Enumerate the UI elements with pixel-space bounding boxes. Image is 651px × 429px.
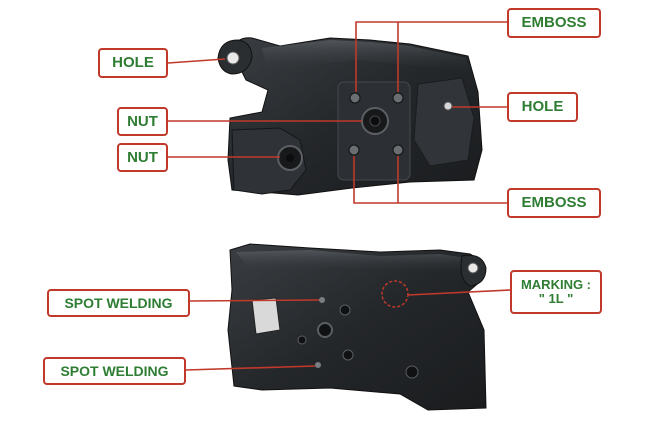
label-nut-upper: NUT <box>117 107 168 136</box>
lower-hole-5 <box>406 366 418 378</box>
upper-nut-center-bore <box>370 116 380 126</box>
label-emboss-bottom: EMBOSS <box>507 188 601 218</box>
label-nut-lower: NUT <box>117 143 168 172</box>
emboss-top-right-dot <box>393 93 403 103</box>
upper-bracket-panel <box>414 78 474 166</box>
lower-hole-2 <box>318 323 332 337</box>
leader-spot-welding-upper <box>190 300 319 301</box>
leader-hole-left <box>168 59 225 63</box>
spot-weld-lower <box>315 362 321 368</box>
upper-nut-left-bore <box>286 154 294 162</box>
label-marking <box>510 270 602 314</box>
lower-ear-hole <box>468 263 478 273</box>
label-emboss-top: EMBOSS <box>507 8 601 38</box>
spot-weld-upper <box>319 297 325 303</box>
lower-bracket-photo <box>228 244 486 410</box>
upper-hole-right-circle <box>444 102 452 110</box>
upper-bracket-photo <box>218 38 482 195</box>
label-spot-welding-upper: SPOT WELDING <box>47 289 190 317</box>
label-marking-value: " 1L " <box>538 291 574 306</box>
emboss-top-left-dot <box>350 93 360 103</box>
label-marking-title: MARKING : <box>520 277 592 293</box>
lower-bracket-window <box>252 298 280 334</box>
lower-hole-3 <box>298 336 306 344</box>
label-hole-right: HOLE <box>507 92 578 122</box>
label-hole-left: HOLE <box>98 48 168 78</box>
lower-hole-1 <box>340 305 350 315</box>
label-spot-welding-lower: SPOT WELDING <box>43 357 186 385</box>
emboss-bottom-left-dot <box>349 145 359 155</box>
emboss-bottom-right-dot <box>393 145 403 155</box>
lower-hole-4 <box>343 350 353 360</box>
upper-hole-left-circle <box>227 52 239 64</box>
